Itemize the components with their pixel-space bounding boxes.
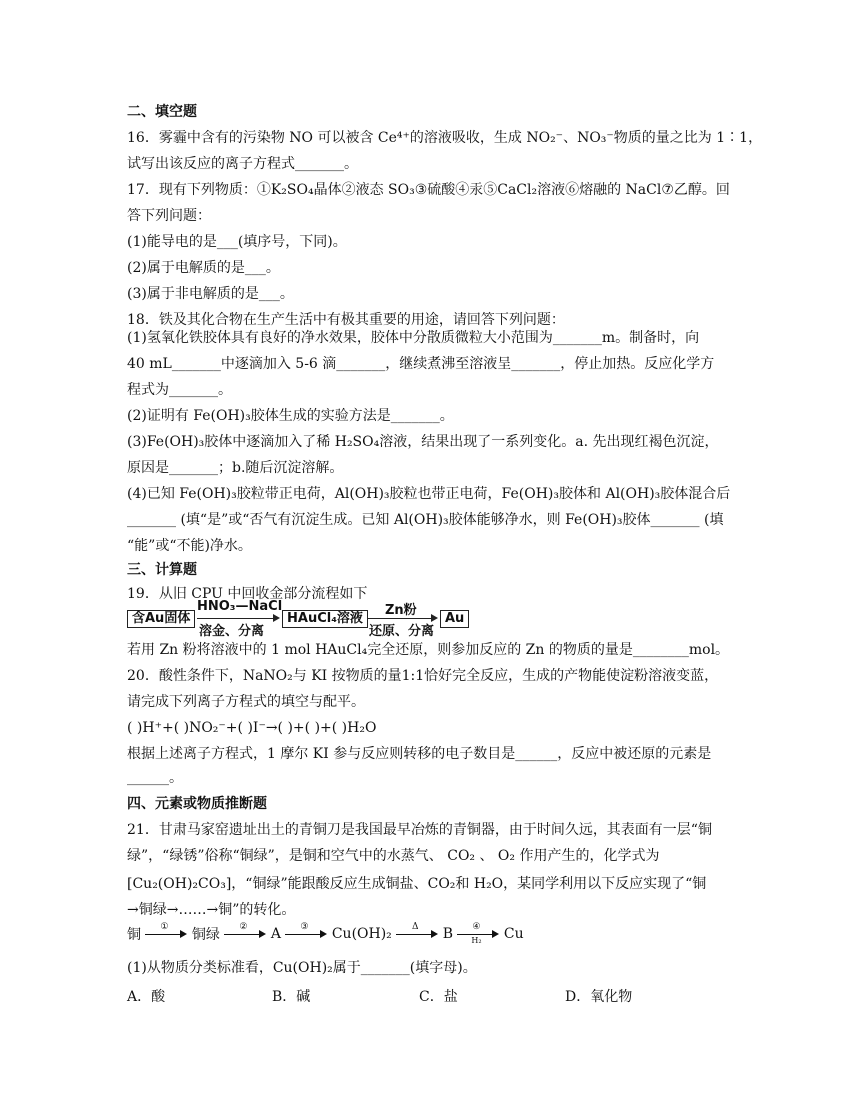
- q21-line-3: [Cu₂(OH)₂CO₃]，“铜绿”能跟酸反应生成铜盐、CO₂和 H₂O，某同学利用以下反应实现了“铜: [127, 876, 707, 892]
- chain-cuoh2: Cu(OH)₂: [331, 926, 392, 942]
- chain-arrow-5-sublabel: H₂: [471, 936, 482, 945]
- chain-arrow-3-label: ③: [300, 922, 309, 932]
- q20-line-1: 20．酸性条件下，NaNO₂与 KI 按物质的量1:1恰好完全反应，生成的产物能使淀粉溶液变蓝，: [127, 668, 719, 684]
- option-a: A．酸: [127, 989, 166, 1005]
- q17-line-4: (2)属于电解质的是___。: [127, 260, 280, 276]
- q17-line-3: (1)能导电的是___(填序号，下同)。: [127, 234, 347, 250]
- q20-line-3: ( )H⁺+( )NO₂⁻+( )I⁻→( )+( )+( )H₂O: [127, 720, 377, 736]
- chain-arrow-2-label: ②: [239, 922, 248, 932]
- q21-line-1: 21．甘肃马家窑遗址出土的青铜刀是我国最早冶炼的青铜器，由于时间久远，其表面有一层“铜: [127, 822, 712, 838]
- q18-line-9: _______ (填“是”或“否气有沉淀生成。已知 Al(OH)₃胶体能够净水，则 Fe(OH)₃胶体_______ (填: [127, 512, 724, 528]
- chain-a: A: [270, 926, 281, 942]
- chain-arrow-5-label: ④: [472, 922, 481, 932]
- q21-reaction-chain: [127, 924, 524, 944]
- flow-arrow2-label-bottom: 还原、分离: [369, 624, 435, 639]
- q21-line-4: →铜绿→……→铜”的转化。: [127, 902, 296, 918]
- q19-line-1: 19．从旧 CPU 中回收金部分流程如下: [127, 586, 368, 602]
- chain-copper: 铜: [127, 927, 141, 943]
- chain-arrow-4-label: Δ: [412, 922, 419, 932]
- q18-line-10: “能”或“不能)净水。: [127, 538, 252, 554]
- q18-line-1: 18．铁及其化合物在生产生活中有极其重要的用途，请回答下列问题：: [127, 312, 565, 328]
- q18-line-8: (4)已知 Fe(OH)₃胶粒带正电荷，Al(OH)₃胶粒也带正电荷，Fe(OH)₃胶体和 Al(OH)₃胶体混合后: [127, 486, 731, 502]
- flow-arrow1-label-bottom: 溶金、分离: [199, 624, 265, 639]
- flow-arrow1-label-top: HNO₃—NaCl: [197, 599, 283, 614]
- flow-box-haucl4: HAuCl₄溶液: [282, 610, 368, 628]
- q16-line-2: 试写出该反应的离子方程式_______。: [127, 156, 358, 172]
- option-c: C．盐: [419, 989, 458, 1005]
- q16-line-1: 16．雾霾中含有的污染物 NO 可以被含 Ce⁴⁺的溶液吸收，生成 NO₂⁻、NO₃⁻物质的量之比为 1∶1，: [127, 130, 763, 146]
- q18-line-4: 程式为_______。: [127, 382, 232, 398]
- chain-cu: Cu: [503, 926, 524, 942]
- q18-line-2: (1)氢氧化铁胶体具有良好的净水效果，胶体中分散质微粒大小范围为_______m。制备时，向: [127, 330, 700, 346]
- flow-arrow2-label-top: Zn粉: [385, 603, 417, 618]
- q17-line-1: 17．现有下列物质：①K₂SO₄晶体②液态 SO₃③硫酸④汞⑤CaCl₂溶液⑥熔融的 NaCl⑦乙醇。回: [127, 182, 730, 198]
- q17-line-2: 答下列问题：: [127, 208, 211, 224]
- option-b: B．碱: [272, 989, 311, 1005]
- chain-arrow-5: [457, 924, 499, 944]
- section-heading-calc: 三、计算题: [127, 562, 197, 578]
- flow-box-au: Au: [440, 610, 469, 628]
- flow-arrow1-head: [273, 614, 280, 622]
- chain-arrow-4: [396, 924, 438, 944]
- flow-box-au-solid: 含Au固体: [127, 610, 195, 628]
- q20-line-4: 根据上述离子方程式，1 摩尔 KI 参与反应则转移的电子数目是______，反应中被还原的元素是: [127, 746, 712, 762]
- q18-line-5: (2)证明有 Fe(OH)₃胶体生成的实验方法是_______。: [127, 408, 454, 424]
- q20-line-2: 请完成下列离子方程式的填空与配平。: [127, 694, 365, 710]
- q18-line-7: 原因是_______；b.随后沉淀溶解。: [127, 460, 344, 476]
- q21-line-5: (1)从物质分类标准看，Cu(OH)₂属于_______(填字母)。: [127, 960, 477, 976]
- q20-line-5: ______。: [127, 770, 183, 786]
- section-heading-fill: 二、填空题: [127, 104, 197, 120]
- q21-line-2: 绿”，“绿锈”俗称“铜绿”，是铜和空气中的水蒸气、 CO₂ 、 O₂ 作用产生的，化学式为: [127, 848, 660, 864]
- chain-b: B: [442, 926, 453, 942]
- chain-arrow-1-label: ①: [160, 922, 169, 932]
- q19-flow-diagram: [127, 599, 467, 639]
- q18-line-3: 40 mL_______中逐滴加入 5-6 滴_______，继续煮沸至溶液呈_______，停止加热。反应化学方: [127, 356, 715, 372]
- flow-arrow1-line: [197, 618, 273, 619]
- chain-verdigris: 铜绿: [191, 927, 220, 943]
- section-heading-infer: 四、元素或物质推断题: [127, 796, 267, 812]
- q18-line-6: (3)Fe(OH)₃胶体中逐滴加入了稀 H₂SO₄溶液，结果出现了一系列变化。a. 先出现红褐色沉淀，: [127, 434, 719, 450]
- q19-line-2: 若用 Zn 粉将溶液中的 1 mol HAuCl₄完全还原，则参加反应的 Zn 的物质的量是________mol。: [127, 642, 730, 658]
- q17-line-5: (3)属于非电解质的是___。: [127, 286, 294, 302]
- chain-arrow-3: [285, 924, 327, 944]
- chain-arrow-2: [224, 924, 266, 944]
- flow-arrow2-line: [367, 618, 431, 619]
- chain-arrow-1: [145, 924, 187, 944]
- option-d: D．氧化物: [565, 989, 633, 1005]
